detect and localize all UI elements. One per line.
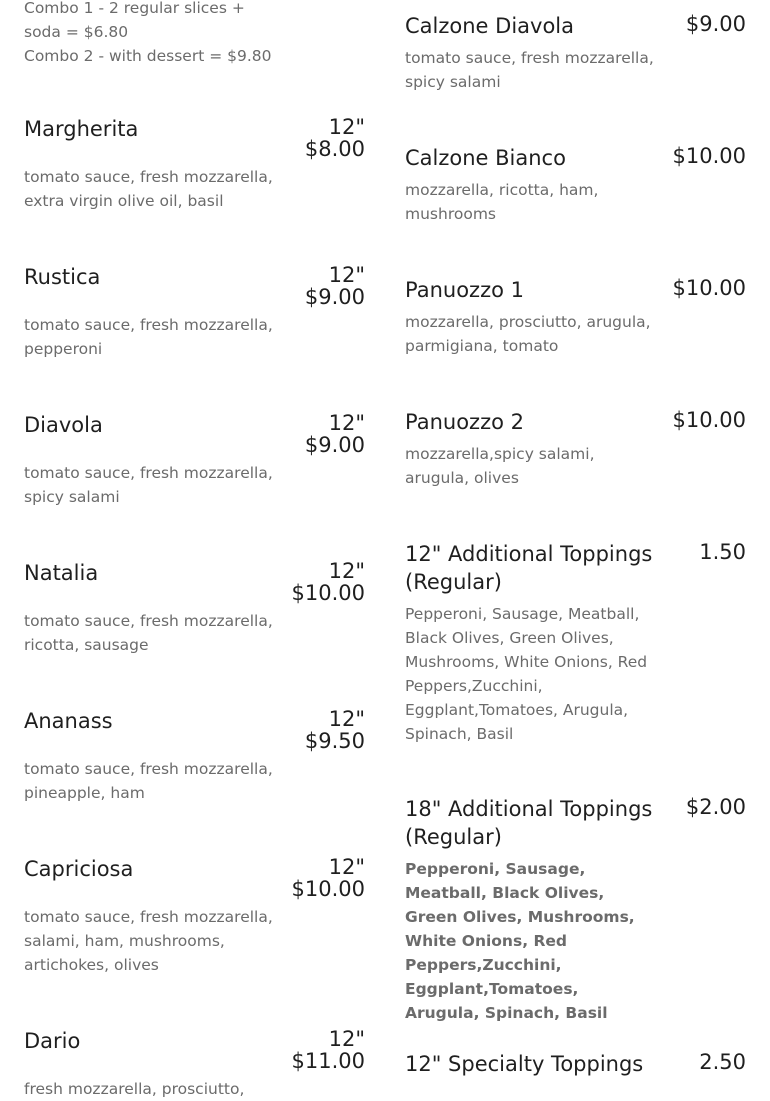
combo-line: Combo 2 - with dessert = $9.80 (24, 47, 272, 65)
item-price-value: $8.00 (304, 137, 365, 161)
menu-item-calzone-bianco[interactable] (405, 144, 655, 226)
item-size: 12" (328, 1027, 365, 1051)
item-description: tomato sauce, fresh mozzarella, pineapple, ham (24, 760, 273, 802)
item-description: mozzarella, prosciutto, arugula, parmigiana, tomato (405, 313, 651, 355)
item-price (270, 708, 365, 752)
item-price-value: $11.00 (291, 1049, 365, 1073)
item-price-value: $9.00 (304, 285, 365, 309)
item-description: mozzarella, ricotta, ham, mushrooms (405, 181, 599, 223)
item-price (270, 116, 365, 160)
item-size: 12" (328, 855, 365, 879)
item-size: 12" (328, 559, 365, 583)
item-price: 2.50 (699, 1050, 746, 1074)
item-price-value: $9.50 (304, 729, 365, 753)
item-price: $10.00 (672, 144, 746, 168)
item-description: Pepperoni, Sausage, Meatball, Black Olives, Green Olives, Mushrooms, White Onions, Red Peppers,Zucchini, Eggplant,Tomatoes, Arugula, Spinach, Basil (405, 860, 635, 1022)
item-name: Rustica (24, 265, 101, 289)
item-price: $10.00 (672, 276, 746, 300)
combo-line: soda = $6.80 (24, 23, 129, 41)
item-price (270, 1028, 365, 1072)
menu-item-calzone-diavola[interactable] (405, 12, 655, 94)
item-description: tomato sauce, fresh mozzarella, ricotta, sausage (24, 612, 273, 654)
item-name: 12" Specialty Toppings (405, 1052, 644, 1076)
menu-item-rustica[interactable] (24, 263, 274, 361)
item-description: tomato sauce, fresh mozzarella, spicy salami (405, 49, 654, 91)
item-name: Capriciosa (24, 857, 134, 881)
item-name: Natalia (24, 561, 99, 585)
item-price-value: $10.00 (291, 581, 365, 605)
menu-item-margherita[interactable] (24, 115, 274, 213)
item-name: Margherita (24, 117, 139, 141)
combo-info (24, 0, 284, 68)
item-description: tomato sauce, fresh mozzarella, salami, ham, mushrooms, artichokes, olives (24, 908, 273, 974)
menu-item-12-additional-toppings[interactable] (405, 540, 655, 746)
menu-item-natalia[interactable] (24, 559, 274, 657)
item-name: Dario (24, 1029, 81, 1053)
item-name: Calzone Bianco (405, 146, 566, 170)
menu-item-diavola[interactable] (24, 411, 274, 509)
item-size: 12" (328, 263, 365, 287)
menu-item-capriciosa[interactable] (24, 855, 274, 977)
menu-item-dario[interactable] (24, 1027, 274, 1101)
item-name: 18" Additional Toppings (Regular) (405, 797, 653, 849)
item-name: Ananass (24, 709, 113, 733)
item-name: Panuozzo 2 (405, 410, 524, 434)
item-size: 12" (328, 115, 365, 139)
item-price-value: $10.00 (291, 877, 365, 901)
item-description: tomato sauce, fresh mozzarella, spicy salami (24, 464, 273, 506)
item-name: Panuozzo 1 (405, 278, 524, 302)
item-price: $10.00 (672, 408, 746, 432)
menu-item-18-additional-toppings[interactable] (405, 795, 655, 1025)
menu-item-panuozzo-2[interactable] (405, 408, 655, 490)
menu-item-panuozzo-1[interactable] (405, 276, 655, 358)
item-price (270, 264, 365, 308)
item-size: 12" (328, 411, 365, 435)
item-description: tomato sauce, fresh mozzarella, pepperoni (24, 316, 273, 358)
item-name: Diavola (24, 413, 103, 437)
item-description: fresh mozzarella, prosciutto, (24, 1080, 245, 1098)
item-price: $2.00 (685, 795, 746, 819)
item-size: 12" (328, 707, 365, 731)
item-description: mozzarella,spicy salami, arugula, olives (405, 445, 595, 487)
item-description: Pepperoni, Sausage, Meatball, Black Olives, Green Olives, Mushrooms, White Onions, Red Peppers,Zucchini, Eggplant,Tomatoes, Arugula, Spinach, Basil (405, 605, 648, 743)
menu-item-12-specialty-toppings[interactable] (405, 1050, 655, 1078)
item-price (270, 856, 365, 900)
item-price (270, 560, 365, 604)
item-price (270, 412, 365, 456)
item-price-value: $9.00 (304, 433, 365, 457)
item-name: Calzone Diavola (405, 14, 574, 38)
combo-line: Combo 1 - 2 regular slices + (24, 0, 245, 17)
menu-item-ananass[interactable] (24, 707, 274, 805)
item-price: $9.00 (685, 12, 746, 36)
item-description: tomato sauce, fresh mozzarella, extra virgin olive oil, basil (24, 168, 273, 210)
item-name: 12" Additional Toppings (Regular) (405, 542, 653, 594)
item-price: 1.50 (699, 540, 746, 564)
